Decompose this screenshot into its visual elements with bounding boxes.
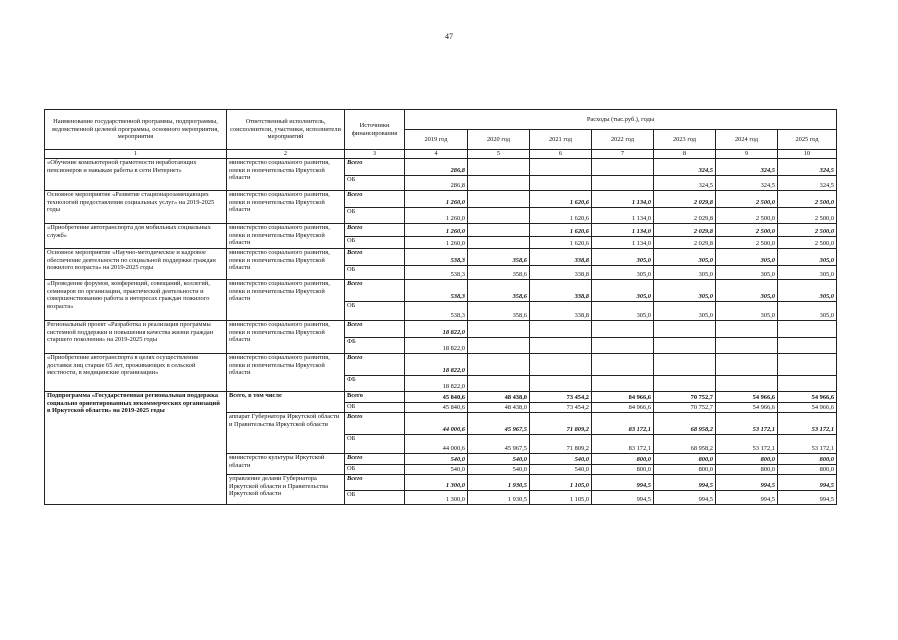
source-total: Всего — [345, 191, 405, 208]
header-name: Наименование государственной программы, подпрограммы, ведомственной целевой программы, основного мероприятия, мероприятия — [45, 110, 227, 150]
amount-total: 1 260,0 — [405, 224, 468, 237]
amount-budget: 338,8 — [530, 266, 592, 280]
amount-total: 538,3 — [405, 249, 468, 266]
amount-total — [716, 354, 778, 376]
amount-total: 1 620,6 — [530, 224, 592, 237]
amount-total — [468, 354, 530, 376]
amount-total — [654, 321, 716, 338]
source-total: Всего — [345, 413, 405, 435]
amount-budget: 540,0 — [468, 465, 530, 475]
source-total: Всего — [345, 159, 405, 176]
amount-budget: 358,6 — [468, 302, 530, 321]
year-header: 2019 год — [405, 130, 468, 150]
column-number: 4 — [405, 150, 468, 159]
amount-budget: 18 822,0 — [405, 338, 468, 354]
source-total: Всего — [345, 280, 405, 302]
amount-total — [468, 191, 530, 208]
executor: министерство социального развития, опеки и попечительства Иркутской области — [227, 354, 345, 392]
amount-budget: 73 454,2 — [530, 403, 592, 413]
amount-total: 800,0 — [654, 454, 716, 465]
amount-budget: 338,8 — [530, 302, 592, 321]
amount-budget — [778, 376, 837, 392]
amount-total: 324,5 — [778, 159, 837, 176]
amount-budget: 305,0 — [716, 302, 778, 321]
amount-budget — [716, 338, 778, 354]
amount-total — [530, 354, 592, 376]
amount-total: 84 966,6 — [592, 392, 654, 403]
amount-budget: 44 000,6 — [405, 435, 468, 454]
amount-total — [468, 224, 530, 237]
amount-total: 305,0 — [654, 280, 716, 302]
amount-total — [592, 354, 654, 376]
amount-total: 83 172,1 — [592, 413, 654, 435]
year-header: 2025 год — [778, 130, 837, 150]
amount-budget: 305,0 — [654, 302, 716, 321]
amount-budget — [468, 176, 530, 191]
column-number: 9 — [716, 150, 778, 159]
amount-total: 540,0 — [530, 454, 592, 465]
amount-total: 71 809,2 — [530, 413, 592, 435]
amount-budget: 358,6 — [468, 266, 530, 280]
source-budget: ОБ — [345, 302, 405, 321]
amount-budget: 800,0 — [592, 465, 654, 475]
executor: министерство социального развития, опеки и попечительства Иркутской области — [227, 159, 345, 191]
program-name: Региональный проект «Разработка и реализация программы системной поддержки и повышения качества жизни граждан старшего поколения» на 2019-2025 годы — [45, 321, 227, 354]
amount-budget: 1 260,0 — [405, 237, 468, 249]
amount-budget: 538,3 — [405, 302, 468, 321]
amount-budget: 18 822,0 — [405, 376, 468, 392]
program-name: Основное мероприятие «Развитие стационарозамещающих технологий предоставления социальных услуг» на 2019-2025 годы — [45, 191, 227, 224]
amount-total: 305,0 — [592, 280, 654, 302]
subprogram-total-label: Всего, в том числе — [227, 392, 345, 413]
year-header: 2024 год — [716, 130, 778, 150]
column-number: 7 — [592, 150, 654, 159]
source-budget: ОБ — [345, 465, 405, 475]
amount-budget: 53 172,1 — [778, 435, 837, 454]
year-header: 2021 год — [530, 130, 592, 150]
amount-budget: 1 620,6 — [530, 208, 592, 224]
amount-budget: 305,0 — [778, 302, 837, 321]
source-total: Всего — [345, 475, 405, 491]
amount-total: 2 500,0 — [716, 191, 778, 208]
amount-budget: 1 300,0 — [405, 491, 468, 505]
amount-budget: 305,0 — [592, 266, 654, 280]
amount-total: 18 822,0 — [405, 354, 468, 376]
amount-budget: 305,0 — [592, 302, 654, 321]
source-total: Всего — [345, 392, 405, 403]
source-total: Всего — [345, 224, 405, 237]
amount-total — [778, 321, 837, 338]
amount-total: 45 840,6 — [405, 392, 468, 403]
amount-total: 54 966,6 — [778, 392, 837, 403]
year-header: 2023 год — [654, 130, 716, 150]
amount-total: 45 967,5 — [468, 413, 530, 435]
amount-total: 994,5 — [778, 475, 837, 491]
amount-budget: 324,5 — [716, 176, 778, 191]
amount-total: 70 752,7 — [654, 392, 716, 403]
amount-budget: 540,0 — [405, 465, 468, 475]
header-source: Источники финансирования — [345, 110, 405, 150]
amount-budget — [468, 237, 530, 249]
column-number: 10 — [778, 150, 837, 159]
program-name: «Обучение компьютерной грамотности неработающих пенсионеров и навыкам работы в сети Интернет» — [45, 159, 227, 191]
amount-budget: 1 134,0 — [592, 208, 654, 224]
executor: аппарат Губернатора Иркутской области и Правительства Иркутской области — [227, 413, 345, 454]
amount-total: 1 134,0 — [592, 224, 654, 237]
amount-total: 1 134,0 — [592, 191, 654, 208]
amount-budget: 2 500,0 — [716, 237, 778, 249]
amount-budget — [778, 338, 837, 354]
amount-total: 286,8 — [405, 159, 468, 176]
source-budget: ОБ — [345, 237, 405, 249]
amount-budget: 540,0 — [530, 465, 592, 475]
source-budget: ОБ — [345, 208, 405, 224]
amount-budget: 83 172,1 — [592, 435, 654, 454]
amount-budget: 1 620,6 — [530, 237, 592, 249]
amount-total: 53 172,1 — [716, 413, 778, 435]
source-budget: ОБ — [345, 491, 405, 505]
amount-total: 324,5 — [654, 159, 716, 176]
amount-budget — [592, 376, 654, 392]
amount-total — [530, 321, 592, 338]
amount-total: 2 500,0 — [716, 224, 778, 237]
amount-budget: 2 029,8 — [654, 208, 716, 224]
amount-total: 538,3 — [405, 280, 468, 302]
amount-budget: 71 809,2 — [530, 435, 592, 454]
amount-total: 44 000,6 — [405, 413, 468, 435]
amount-total — [778, 354, 837, 376]
amount-total: 305,0 — [592, 249, 654, 266]
amount-total: 540,0 — [468, 454, 530, 465]
column-number: 6 — [530, 150, 592, 159]
column-number: 2 — [227, 150, 345, 159]
amount-total: 324,5 — [716, 159, 778, 176]
amount-total: 2 029,8 — [654, 224, 716, 237]
amount-budget — [654, 376, 716, 392]
amount-total: 358,6 — [468, 280, 530, 302]
amount-total — [592, 321, 654, 338]
subprogram-name: Подпрограмма «Государственная региональная поддержка социально ориентированных некоммерческих организаций в Иркутской области» на 2019-2025 годы — [45, 392, 227, 505]
amount-total: 305,0 — [716, 249, 778, 266]
amount-total — [716, 321, 778, 338]
amount-total: 1 300,0 — [405, 475, 468, 491]
amount-total — [592, 159, 654, 176]
amount-total: 2 500,0 — [778, 224, 837, 237]
amount-total: 18 822,0 — [405, 321, 468, 338]
amount-total: 338,8 — [530, 280, 592, 302]
amount-total: 1 930,5 — [468, 475, 530, 491]
source-budget: ФБ — [345, 338, 405, 354]
amount-budget: 994,5 — [778, 491, 837, 505]
amount-budget: 53 172,1 — [716, 435, 778, 454]
source-total: Всего — [345, 321, 405, 338]
program-name: «Приобретение автотранспорта в целях осуществления доставки лиц старше 65 лет, проживающих в сельской местности, в медицинские организации» — [45, 354, 227, 392]
amount-total: 73 454,2 — [530, 392, 592, 403]
amount-total: 994,5 — [592, 475, 654, 491]
amount-budget: 84 966,6 — [592, 403, 654, 413]
column-number: 5 — [468, 150, 530, 159]
amount-budget: 800,0 — [778, 465, 837, 475]
amount-budget — [530, 376, 592, 392]
amount-total: 2 500,0 — [778, 191, 837, 208]
amount-budget: 994,5 — [716, 491, 778, 505]
year-header: 2022 год — [592, 130, 654, 150]
source-total: Всего — [345, 454, 405, 465]
source-budget: ОБ — [345, 435, 405, 454]
amount-budget — [530, 338, 592, 354]
amount-total: 1 105,0 — [530, 475, 592, 491]
amount-budget: 1 105,0 — [530, 491, 592, 505]
amount-total: 305,0 — [716, 280, 778, 302]
amount-total: 1 620,6 — [530, 191, 592, 208]
amount-total: 994,5 — [654, 475, 716, 491]
amount-budget: 54 966,6 — [778, 403, 837, 413]
amount-total: 305,0 — [778, 280, 837, 302]
amount-budget: 2 500,0 — [716, 208, 778, 224]
header-expenses: Расходы (тыс.руб.), годы — [405, 110, 837, 130]
amount-budget: 2 500,0 — [778, 208, 837, 224]
amount-budget — [592, 338, 654, 354]
amount-total — [530, 159, 592, 176]
amount-total: 48 438,0 — [468, 392, 530, 403]
amount-total: 800,0 — [716, 454, 778, 465]
executor: министерство социального развития, опеки и попечительства Иркутской области — [227, 321, 345, 354]
amount-total: 358,6 — [468, 249, 530, 266]
amount-budget: 2 029,8 — [654, 237, 716, 249]
source-budget: ФБ — [345, 376, 405, 392]
amount-budget: 800,0 — [716, 465, 778, 475]
amount-budget — [592, 176, 654, 191]
executor: министерство социального развития, опеки и попечительства Иркутской области — [227, 249, 345, 280]
amount-total: 68 958,2 — [654, 413, 716, 435]
amount-budget: 2 500,0 — [778, 237, 837, 249]
year-header: 2020 год — [468, 130, 530, 150]
amount-budget: 70 752,7 — [654, 403, 716, 413]
amount-budget: 286,8 — [405, 176, 468, 191]
amount-budget: 48 438,0 — [468, 403, 530, 413]
executor: министерство социального развития, опеки и попечительства Иркутской области — [227, 191, 345, 224]
amount-total: 2 029,8 — [654, 191, 716, 208]
program-name: «Приобретение автотранспорта для мобильных социальных служб» — [45, 224, 227, 249]
amount-budget: 324,5 — [778, 176, 837, 191]
program-name: Основное мероприятие «Научно-методическое и кадровое обеспечение деятельности по социальной поддержке граждан пожилого возраста» на 2019-2025 годы — [45, 249, 227, 280]
amount-budget: 994,5 — [592, 491, 654, 505]
source-budget: ОБ — [345, 403, 405, 413]
amount-total — [468, 321, 530, 338]
amount-budget — [654, 338, 716, 354]
amount-total: 800,0 — [778, 454, 837, 465]
amount-total: 994,5 — [716, 475, 778, 491]
amount-budget: 45 967,5 — [468, 435, 530, 454]
amount-total — [654, 354, 716, 376]
amount-budget — [530, 176, 592, 191]
amount-budget: 1 930,5 — [468, 491, 530, 505]
column-number: 8 — [654, 150, 716, 159]
amount-total: 53 172,1 — [778, 413, 837, 435]
amount-budget: 1 134,0 — [592, 237, 654, 249]
amount-total: 305,0 — [778, 249, 837, 266]
amount-budget: 45 840,6 — [405, 403, 468, 413]
amount-budget: 305,0 — [716, 266, 778, 280]
column-number: 1 — [45, 150, 227, 159]
amount-budget: 994,5 — [654, 491, 716, 505]
amount-budget — [716, 376, 778, 392]
amount-budget: 324,5 — [654, 176, 716, 191]
amount-total: 540,0 — [405, 454, 468, 465]
executor: управление делами Губернатора Иркутской области и Правительства Иркутской области — [227, 475, 345, 505]
amount-budget: 305,0 — [654, 266, 716, 280]
amount-total: 305,0 — [654, 249, 716, 266]
header-executor: Ответственный исполнитель, соисполнители, участники, исполнители мероприятий — [227, 110, 345, 150]
amount-total: 54 966,6 — [716, 392, 778, 403]
executor: министерство культуры Иркутской области — [227, 454, 345, 475]
source-total: Всего — [345, 354, 405, 376]
amount-total: 1 260,0 — [405, 191, 468, 208]
amount-budget: 68 958,2 — [654, 435, 716, 454]
page-number: 47 — [445, 32, 453, 41]
amount-budget — [468, 208, 530, 224]
executor: министерство социального развития, опеки и попечительства Иркутской области — [227, 224, 345, 249]
amount-total: 338,8 — [530, 249, 592, 266]
source-budget: ОБ — [345, 176, 405, 191]
amount-budget — [468, 338, 530, 354]
program-name: «Проведение форумов, конференций, совещаний, коллегий, семинаров по организации, практической деятельности и совершенствованию работы в интересах граждан пожилого возраста» — [45, 280, 227, 321]
budget-table — [44, 109, 837, 505]
amount-total — [468, 159, 530, 176]
source-budget: ОБ — [345, 266, 405, 280]
amount-budget: 800,0 — [654, 465, 716, 475]
amount-budget — [468, 376, 530, 392]
source-total: Всего — [345, 249, 405, 266]
executor: министерство социального развития, опеки и попечительства Иркутской области — [227, 280, 345, 321]
amount-budget: 305,0 — [778, 266, 837, 280]
amount-budget: 54 966,6 — [716, 403, 778, 413]
column-number: 3 — [345, 150, 405, 159]
amount-total: 800,0 — [592, 454, 654, 465]
amount-budget: 1 260,0 — [405, 208, 468, 224]
amount-budget: 538,3 — [405, 266, 468, 280]
